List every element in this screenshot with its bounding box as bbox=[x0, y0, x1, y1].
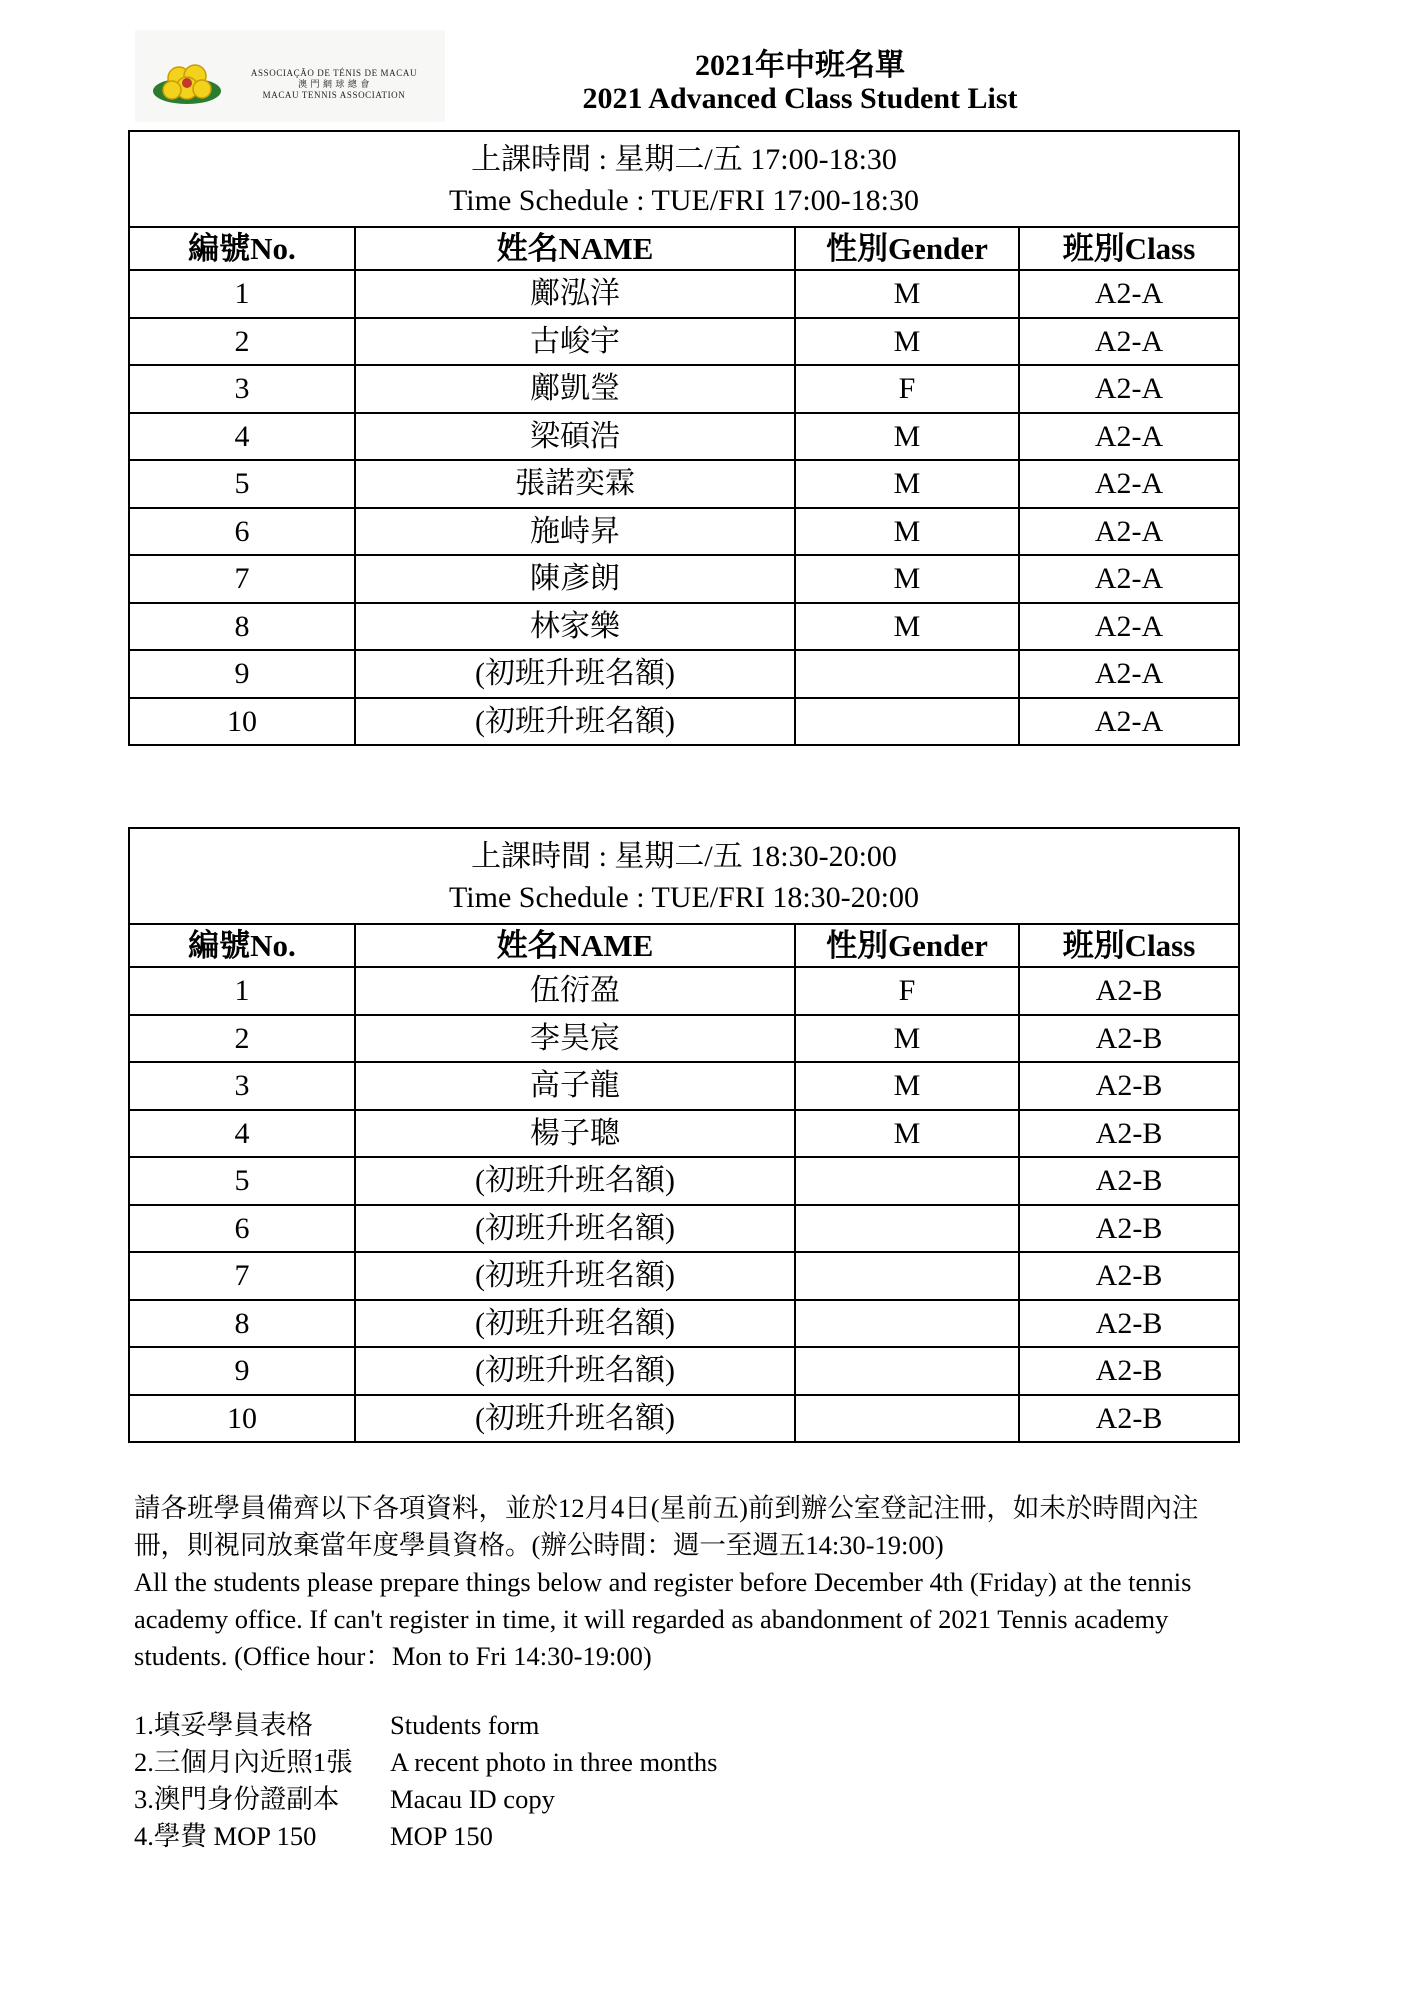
table-row bbox=[129, 967, 1239, 1015]
table-row bbox=[129, 1205, 1239, 1253]
cell-name: 楊子聰 bbox=[355, 1110, 795, 1158]
table-row bbox=[129, 508, 1239, 556]
table-row bbox=[129, 365, 1239, 413]
requirement-en: Macau ID copy bbox=[390, 1784, 555, 1814]
cell-no: 7 bbox=[129, 555, 355, 603]
cell-name: 古峻宇 bbox=[355, 318, 795, 366]
table-row bbox=[129, 413, 1239, 461]
table-row bbox=[129, 318, 1239, 366]
cell-class: A2-A bbox=[1019, 365, 1239, 413]
cell-class: A2-B bbox=[1019, 1205, 1239, 1253]
cell-gender: M bbox=[795, 413, 1019, 461]
cell-class: A2-B bbox=[1019, 967, 1239, 1015]
requirement-en: A recent photo in three months bbox=[390, 1747, 718, 1777]
cell-gender: F bbox=[795, 365, 1019, 413]
cell-gender: M bbox=[795, 555, 1019, 603]
cell-name: 鄺泓洋 bbox=[355, 270, 795, 318]
cell-gender bbox=[795, 1205, 1019, 1253]
col-header-name: 姓名NAME bbox=[355, 924, 795, 967]
cell-name: (初班升班名額) bbox=[355, 1252, 795, 1300]
schedule-zh: 上課時間 : 星期二/五 18:30-20:00 bbox=[471, 840, 897, 873]
cell-no: 4 bbox=[129, 413, 355, 461]
cell-no: 1 bbox=[129, 270, 355, 318]
cell-gender: F bbox=[795, 967, 1019, 1015]
cell-no: 10 bbox=[129, 698, 355, 746]
notice-zh: 請各班學員備齊以下各項資料，並於12月4日(星前五)前到辦公室登記注冊，如未於時間內注冊，則視同放棄當年度學員資格。(辦公時間：週一至週五14:30-19:00) bbox=[134, 1493, 1199, 1560]
cell-class: A2-A bbox=[1019, 650, 1239, 698]
page-title-zh: 2021年中班名單 bbox=[695, 49, 905, 82]
col-header-gender: 性別Gender bbox=[795, 924, 1019, 967]
cell-gender: M bbox=[795, 318, 1019, 366]
cell-class: A2-A bbox=[1019, 698, 1239, 746]
cell-class: A2-B bbox=[1019, 1300, 1239, 1348]
cell-no: 6 bbox=[129, 1205, 355, 1253]
table-row bbox=[129, 650, 1239, 698]
requirement-zh: 2.三個月內近照1張 bbox=[134, 1747, 353, 1777]
org-name-en: MACAU TENNIS ASSOCIATION bbox=[262, 90, 406, 100]
cell-no: 8 bbox=[129, 603, 355, 651]
table-row bbox=[129, 1015, 1239, 1063]
cell-gender bbox=[795, 1157, 1019, 1205]
cell-class: A2-B bbox=[1019, 1347, 1239, 1395]
col-header-no: 編號No. bbox=[129, 924, 355, 967]
cell-name: 高子龍 bbox=[355, 1062, 795, 1110]
org-name-zh: 澳 門 網 球 總 會 bbox=[298, 79, 370, 89]
roster-table-session-1 bbox=[128, 130, 1240, 746]
cell-no: 8 bbox=[129, 1300, 355, 1348]
cell-gender bbox=[795, 1252, 1019, 1300]
cell-class: A2-B bbox=[1019, 1015, 1239, 1063]
cell-class: A2-B bbox=[1019, 1252, 1239, 1300]
cell-name: 伍衍盈 bbox=[355, 967, 795, 1015]
requirement-zh: 3.澳門身份證副本 bbox=[134, 1784, 340, 1814]
cell-class: A2-B bbox=[1019, 1110, 1239, 1158]
table-body bbox=[129, 270, 1239, 745]
cell-class: A2-B bbox=[1019, 1157, 1239, 1205]
table-row bbox=[129, 1157, 1239, 1205]
col-header-name: 姓名NAME bbox=[355, 227, 795, 270]
cell-no: 9 bbox=[129, 1347, 355, 1395]
cell-name: 李昊宸 bbox=[355, 1015, 795, 1063]
schedule-cell bbox=[129, 828, 1239, 924]
cell-no: 4 bbox=[129, 1110, 355, 1158]
cell-no: 3 bbox=[129, 1062, 355, 1110]
table-row bbox=[129, 1252, 1239, 1300]
col-header-gender: 性別Gender bbox=[795, 227, 1019, 270]
cell-class: A2-A bbox=[1019, 413, 1239, 461]
schedule-cell bbox=[129, 131, 1239, 227]
cell-no: 10 bbox=[129, 1395, 355, 1443]
col-header-no: 編號No. bbox=[129, 227, 355, 270]
cell-class: A2-B bbox=[1019, 1395, 1239, 1443]
requirement-en: MOP 150 bbox=[390, 1821, 493, 1851]
cell-no: 6 bbox=[129, 508, 355, 556]
cell-gender bbox=[795, 650, 1019, 698]
cell-name: 林家樂 bbox=[355, 603, 795, 651]
table-header-row bbox=[129, 924, 1239, 967]
org-name-pt: ASSOCIAÇÃO DE TÉNIS DE MACAU bbox=[250, 68, 418, 78]
col-header-class: 班別Class bbox=[1019, 227, 1239, 270]
cell-class: A2-A bbox=[1019, 603, 1239, 651]
association-logo bbox=[135, 30, 445, 122]
cell-name: 梁碩浩 bbox=[355, 413, 795, 461]
cell-class: A2-A bbox=[1019, 318, 1239, 366]
cell-gender bbox=[795, 1300, 1019, 1348]
cell-no: 5 bbox=[129, 1157, 355, 1205]
cell-name: 張諾奕霖 bbox=[355, 460, 795, 508]
page-title-en: 2021 Advanced Class Student List bbox=[582, 82, 1018, 115]
cell-name: (初班升班名額) bbox=[355, 1347, 795, 1395]
cell-name: (初班升班名額) bbox=[355, 1157, 795, 1205]
cell-name: 施峙昇 bbox=[355, 508, 795, 556]
cell-name: (初班升班名額) bbox=[355, 1205, 795, 1253]
table-row bbox=[129, 603, 1239, 651]
table-row bbox=[129, 1395, 1239, 1443]
cell-class: A2-B bbox=[1019, 1062, 1239, 1110]
table-row bbox=[129, 270, 1239, 318]
schedule-zh: 上課時間 : 星期二/五 17:00-18:30 bbox=[471, 143, 897, 176]
schedule-en: Time Schedule : TUE/FRI 18:30-20:00 bbox=[449, 881, 920, 914]
cell-no: 3 bbox=[129, 365, 355, 413]
cell-no: 1 bbox=[129, 967, 355, 1015]
cell-class: A2-A bbox=[1019, 460, 1239, 508]
notice-en: All the students please prepare things below and register before December 4th (Friday) at the tennis academy office. If can't register in time, it will regarded as abandonment of 2021 Tennis academy students. (Office hour：Mon to Fri 14:30-19:00) bbox=[134, 1567, 1192, 1671]
table-row bbox=[129, 1110, 1239, 1158]
cell-gender bbox=[795, 698, 1019, 746]
schedule-en: Time Schedule : TUE/FRI 17:00-18:30 bbox=[449, 184, 920, 217]
cell-name: (初班升班名額) bbox=[355, 1300, 795, 1348]
col-header-class: 班別Class bbox=[1019, 924, 1239, 967]
cell-gender: M bbox=[795, 1110, 1019, 1158]
cell-name: 陳彥朗 bbox=[355, 555, 795, 603]
table-body bbox=[129, 967, 1239, 1442]
cell-name: (初班升班名額) bbox=[355, 650, 795, 698]
cell-no: 7 bbox=[129, 1252, 355, 1300]
table-row bbox=[129, 1062, 1239, 1110]
cell-no: 2 bbox=[129, 318, 355, 366]
cell-no: 9 bbox=[129, 650, 355, 698]
cell-no: 5 bbox=[129, 460, 355, 508]
cell-gender bbox=[795, 1347, 1019, 1395]
requirement-zh: 1.填妥學員表格 bbox=[134, 1710, 313, 1740]
table-row bbox=[129, 1300, 1239, 1348]
table-row bbox=[129, 555, 1239, 603]
cell-name: 鄺凱瑩 bbox=[355, 365, 795, 413]
cell-gender: M bbox=[795, 460, 1019, 508]
table-row bbox=[129, 698, 1239, 746]
cell-name: (初班升班名額) bbox=[355, 1395, 795, 1443]
cell-gender: M bbox=[795, 1015, 1019, 1063]
cell-gender: M bbox=[795, 270, 1019, 318]
cell-class: A2-A bbox=[1019, 555, 1239, 603]
cell-gender bbox=[795, 1395, 1019, 1443]
cell-no: 2 bbox=[129, 1015, 355, 1063]
cell-class: A2-A bbox=[1019, 270, 1239, 318]
roster-table-session-2 bbox=[128, 827, 1240, 1443]
table-row bbox=[129, 1347, 1239, 1395]
requirement-en: Students form bbox=[390, 1710, 540, 1740]
cell-gender: M bbox=[795, 1062, 1019, 1110]
cell-gender: M bbox=[795, 603, 1019, 651]
requirement-zh: 4.學費 MOP 150 bbox=[134, 1821, 317, 1851]
cell-gender: M bbox=[795, 508, 1019, 556]
table-header-row bbox=[129, 227, 1239, 270]
cell-class: A2-A bbox=[1019, 508, 1239, 556]
cell-name: (初班升班名額) bbox=[355, 698, 795, 746]
table-row bbox=[129, 460, 1239, 508]
